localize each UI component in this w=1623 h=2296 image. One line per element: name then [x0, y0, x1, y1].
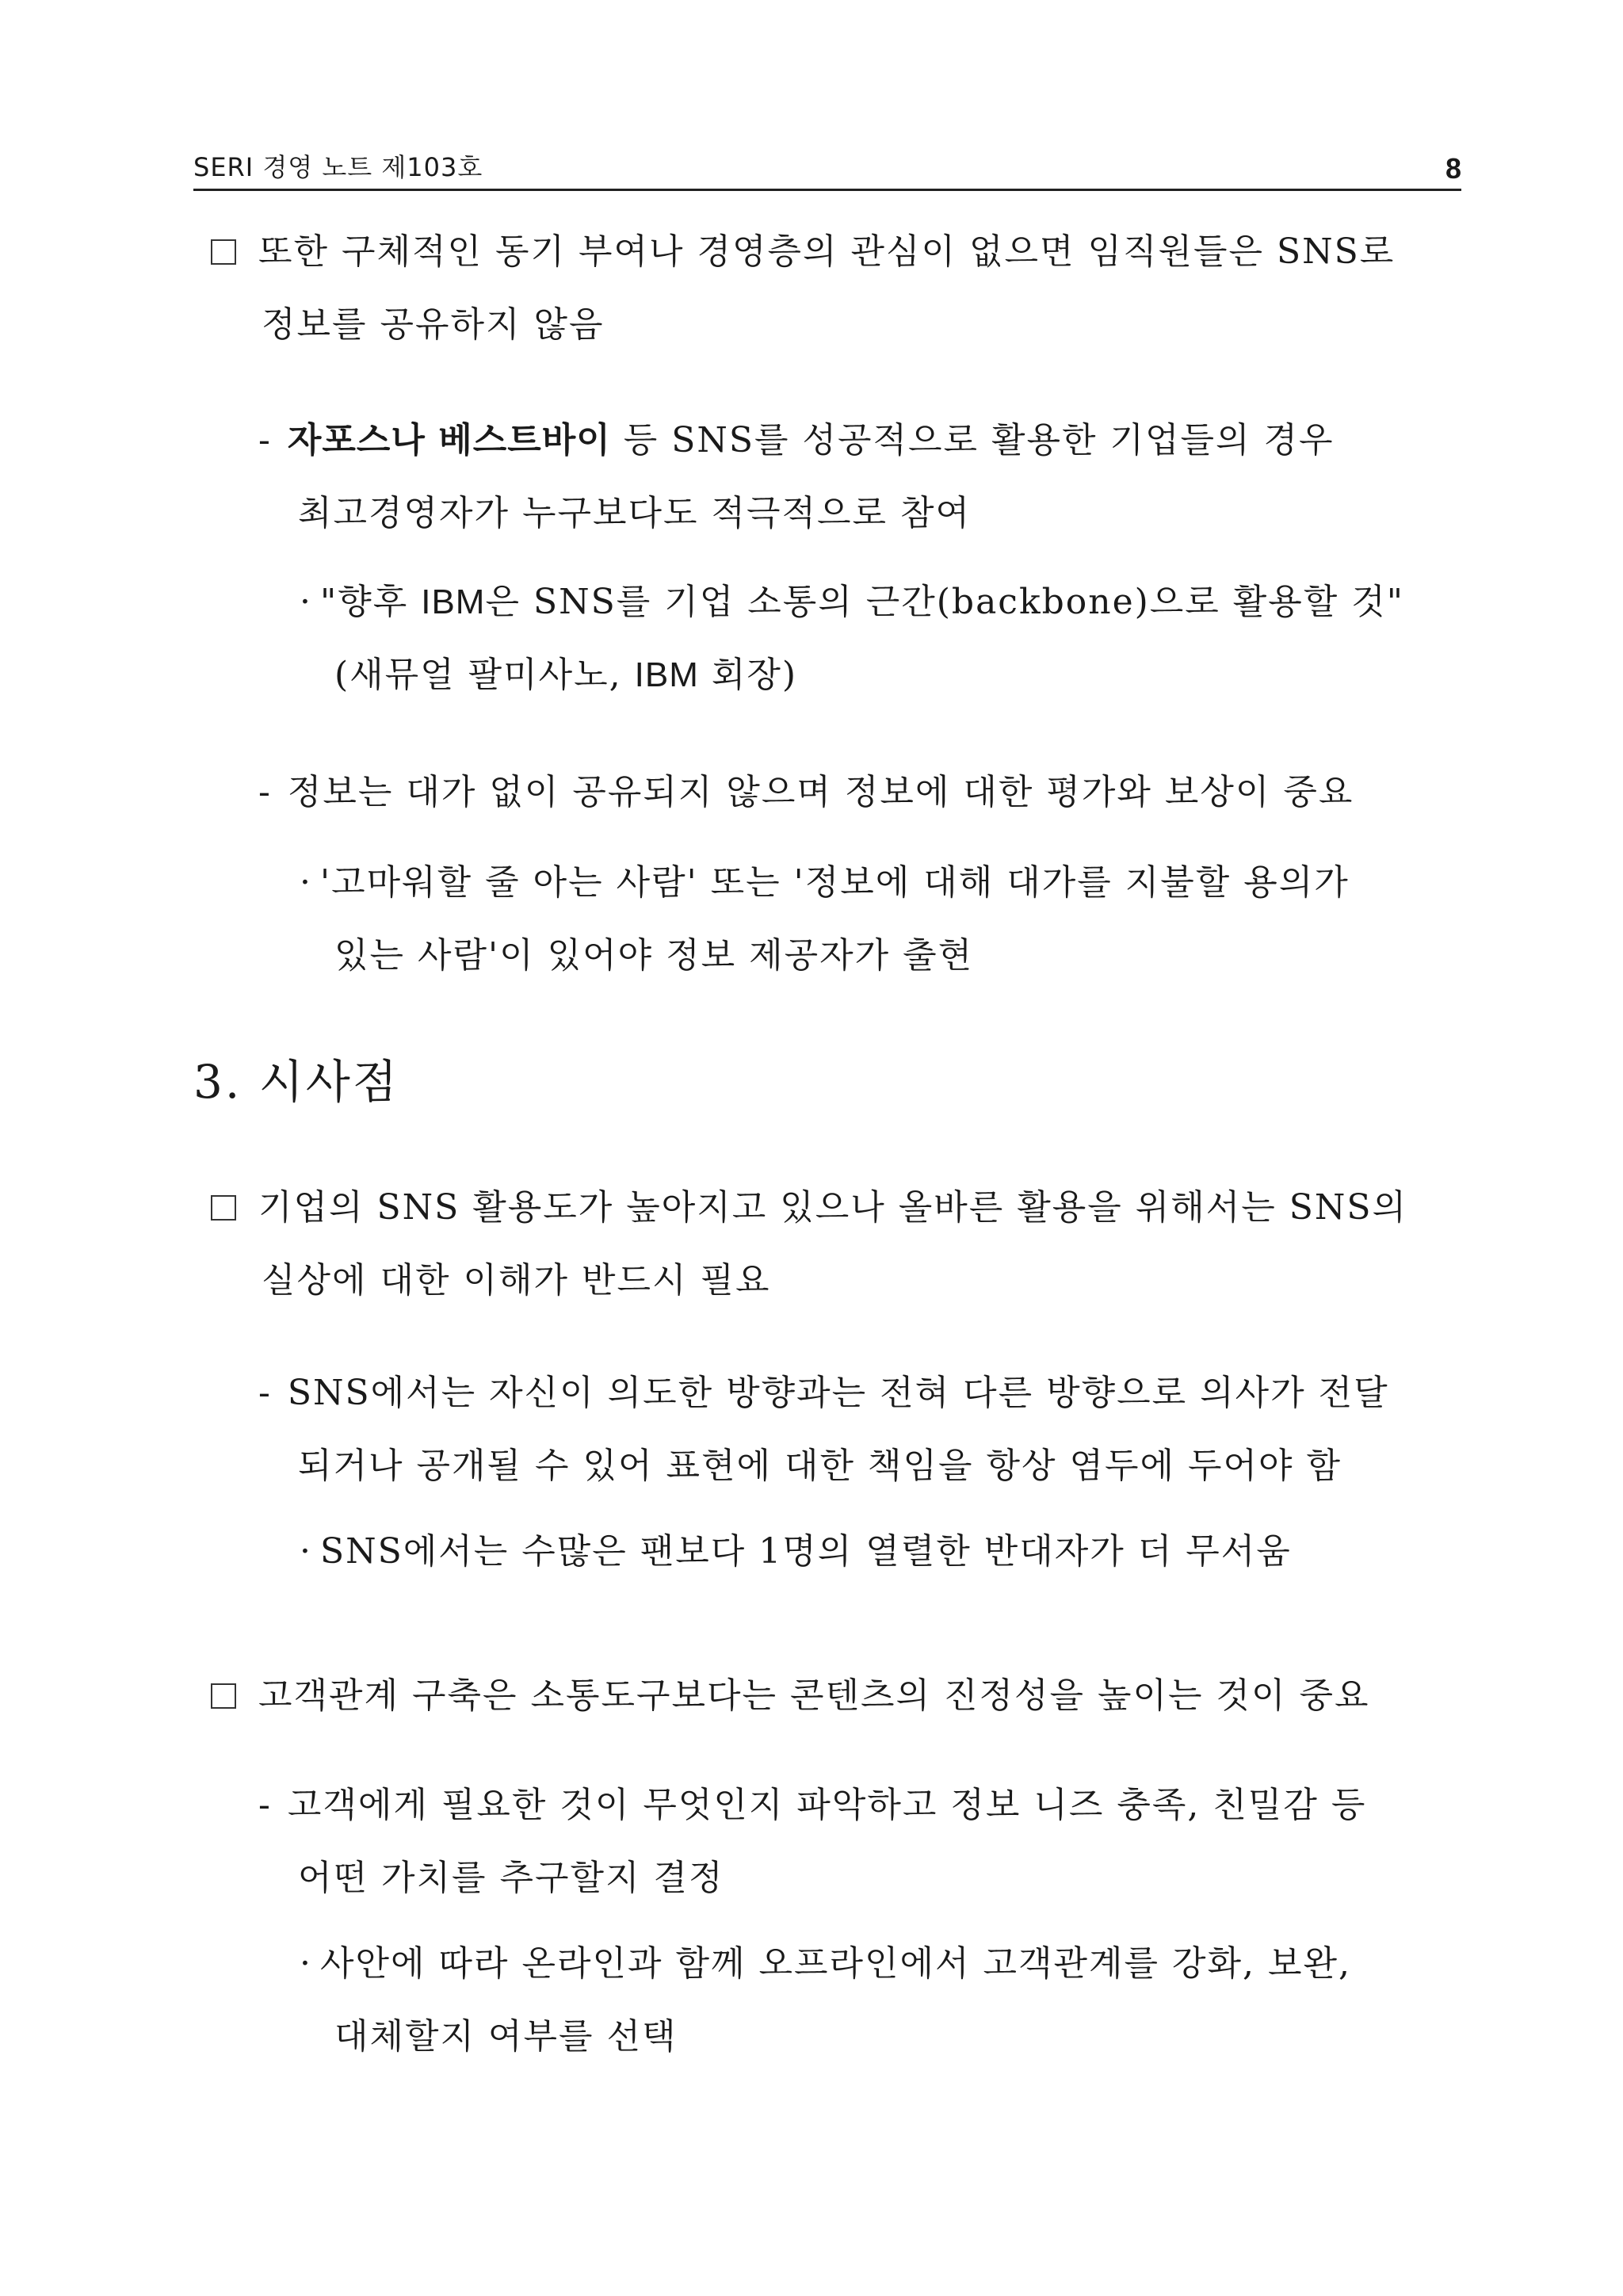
bullet-line [211, 1171, 1510, 1244]
dash-marker: - [258, 1373, 272, 1413]
bullet-line: 있는 사람'이 있어야 정보 제공자가 출현 [334, 935, 974, 976]
bullet-line [258, 1357, 1558, 1430]
bullet-line [211, 1660, 1510, 1733]
bullet-level1-sns-understanding [211, 1171, 1510, 1317]
bullet-text: 고객관계 구축은 소통도구보다는 콘텐츠의 진정성을 높이는 것이 중요 [258, 1675, 1370, 1716]
bullet-line [258, 404, 1558, 477]
ibm-label: IBM [421, 583, 486, 621]
checkbox-square-icon [211, 239, 236, 265]
bullet-line: 정보를 공유하지 않음 [262, 304, 605, 345]
page-header [193, 152, 1461, 191]
bullet-level3-ibm-quote [300, 566, 1599, 712]
header-title: SERI 경영 노트 제103호 [193, 152, 483, 182]
dash-marker: - [258, 420, 272, 460]
checkbox-square-icon [211, 1195, 236, 1221]
bullet-line: 실상에 대한 이해가 반드시 필요 [262, 1260, 771, 1301]
dot-marker: · [300, 1943, 312, 1984]
dot-marker: · [300, 1531, 312, 1572]
bullet-text: 등 SNS를 성공적으로 활용한 기업들의 경우 [623, 420, 1335, 460]
bullet-line [300, 1515, 1599, 1588]
bullet-line [211, 216, 1510, 288]
ibm-label: IBM [634, 655, 699, 694]
company-names: 자포스나 베스트바이 [287, 420, 611, 460]
bullet-line [300, 639, 1599, 712]
checkbox-square-icon [211, 1683, 236, 1709]
bullet-level1-sns-sharing [211, 216, 1510, 361]
bullet-line [300, 566, 1599, 639]
page-number: 8 [1445, 152, 1461, 185]
quote-part: 은 SNS를 기업 소통의 근간(backbone)으로 활용할 것" [485, 582, 1405, 622]
bullet-line: 대체할지 여부를 선택 [334, 2016, 678, 2057]
bullet-text: 기업의 SNS 활용도가 높아지고 있으나 올바른 활용을 위해서는 SNS의 [258, 1187, 1408, 1228]
bullet-text: SNS에서는 자신이 의도한 방향과는 전혀 다른 방향으로 의사가 전달 [287, 1373, 1389, 1413]
bullet-line [300, 1927, 1599, 2000]
bullet-level3-online-offline [300, 1927, 1599, 2073]
bullet-line [300, 846, 1599, 919]
bullet-level2-customer-value [258, 1769, 1558, 1915]
bullet-text: 또한 구체적인 동기 부여나 경영층의 관심이 없으면 임직원들은 SNS로 [258, 231, 1396, 272]
bullet-level3-opponent [300, 1515, 1599, 1588]
bullet-level1-content-authenticity [211, 1660, 1510, 1733]
bullet-line: 되거나 공개될 수 있어 표현에 대한 책임을 항상 염두에 두어야 함 [298, 1446, 1342, 1486]
bullet-text: '고마워할 줄 아는 사람' 또는 '정보에 대해 대가를 지불할 용의가 [320, 862, 1350, 903]
bullet-level2-information-reward [258, 756, 1558, 829]
bullet-level2-ceo-participation [258, 404, 1558, 550]
bullet-level3-grateful-person [300, 846, 1599, 992]
bullet-line [258, 756, 1558, 829]
quote-part: "향후 [320, 582, 422, 622]
section-title: 3. 시사점 [193, 1055, 399, 1109]
bullet-line [258, 1769, 1558, 1842]
bullet-text: 정보는 대가 없이 공유되지 않으며 정보에 대한 평가와 보상이 중요 [287, 772, 1354, 812]
attribution-part: 회장) [698, 655, 798, 695]
dash-marker: - [258, 772, 272, 812]
bullet-line: 어떤 가치를 추구할지 결정 [298, 1858, 724, 1898]
bullet-line: 최고경영자가 누구보다도 적극적으로 참여 [298, 493, 972, 533]
dash-marker: - [258, 1785, 272, 1825]
dot-marker: · [300, 582, 312, 622]
bullet-text: 고객에게 필요한 것이 무엇인지 파악하고 정보 니즈 충족, 친밀감 등 [287, 1785, 1367, 1825]
bullet-text: SNS에서는 수많은 팬보다 1명의 열렬한 반대자가 더 무서움 [320, 1531, 1292, 1572]
bullet-level2-expression-responsibility [258, 1357, 1558, 1503]
bullet-text: 사안에 따라 온라인과 함께 오프라인에서 고객관계를 강화, 보완, [320, 1943, 1351, 1984]
dot-marker: · [300, 862, 312, 903]
attribution-part: (새뮤얼 팔미사노, [334, 655, 635, 695]
